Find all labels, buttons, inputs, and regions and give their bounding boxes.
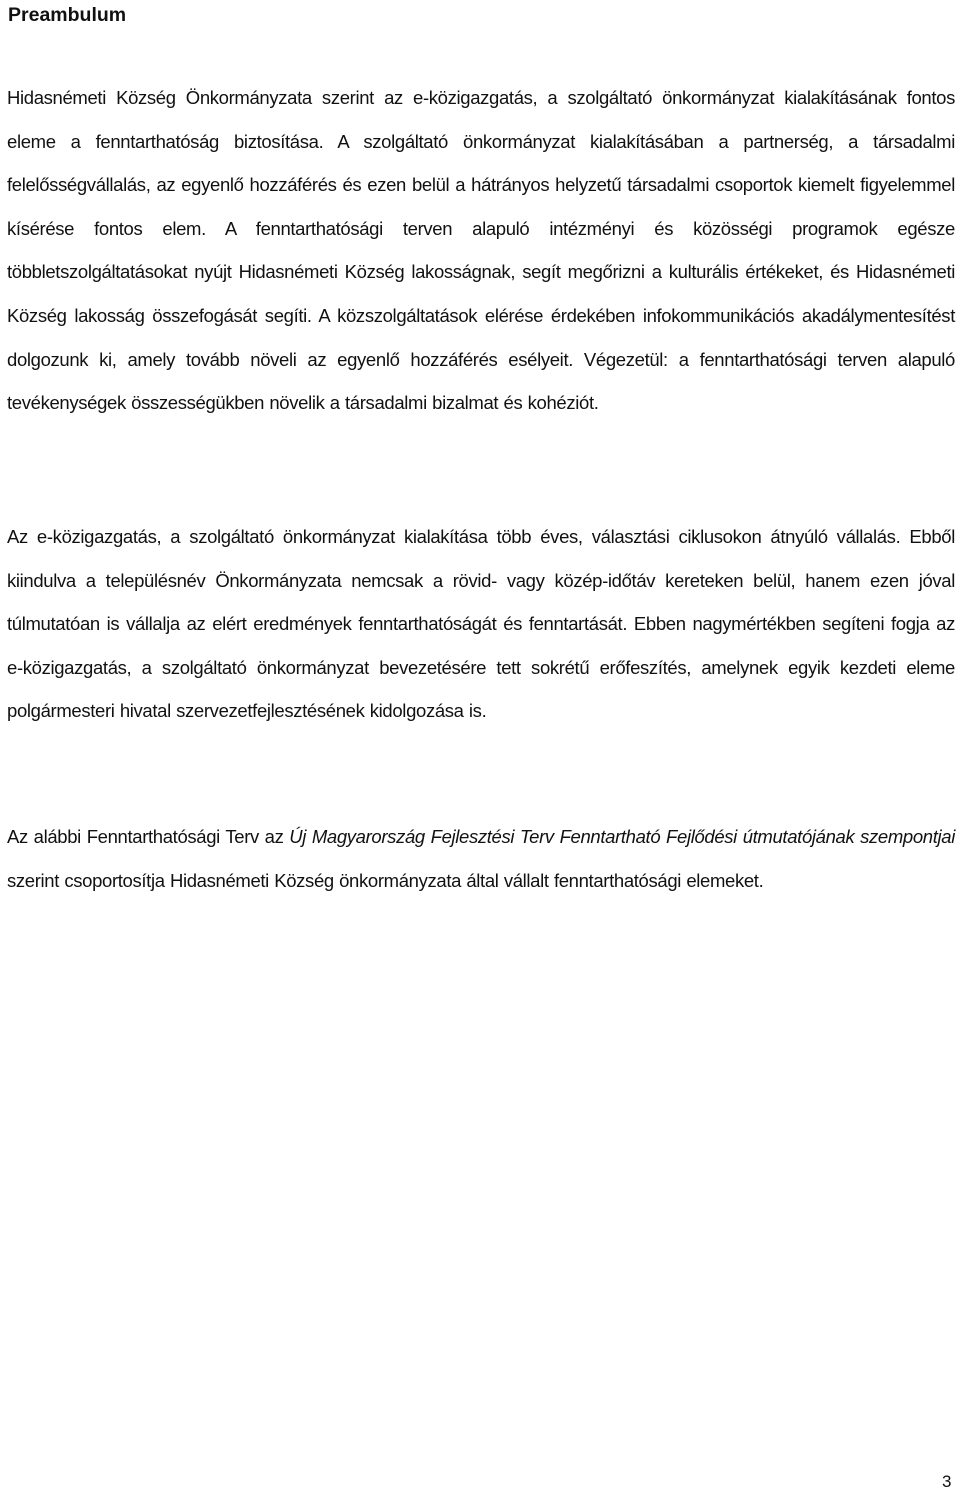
paragraph-3-lead-text: Az alábbi Fenntarthatósági Terv az [7,826,290,847]
page-number: 3 [942,1472,952,1491]
preamble-paragraph-2: Az e-közigazgatás, a szolgáltató önkormányzat kialakítása több éves, választási ciklusokon átnyúló vállalás. Ebből kiindulva a településnév Önkormányzata nemcsak a rövid- vagy közép-időtáv kereteken belül, hanem ezen jóval túlmutatóan is vállalja az elért eredmények fenntarthatóságát és fenntartását. Ebben nagymértékben segíteni fogja az e-közigazgatás, a szolgáltató önkormányzat bevezetésére tett sokrétű erőfeszítés, amelynek egyik kezdeti eleme polgármesteri hivatal szervezetfejlesztésének kidolgozása is. [7,526,955,722]
paragraph-3-tail-text: szerint csoportosítja Hidasnémeti Község önkormányzata által vállalt fenntarthatósági elemeket. [7,869,764,891]
guideline-title-italic: Új Magyarország Fejlesztési Terv Fenntartható Fejlődési útmutatójának szempontjai [289,826,955,847]
page-title: Preambulum [8,4,127,26]
preamble-paragraph-3 [7,815,955,902]
preamble-paragraph-1: Hidasnémeti Község Önkormányzata szerint az e-közigazgatás, a szolgáltató önkormányzat kialakításának fontos eleme a fenntarthatóság biztosítása. A szolgáltató önkormányzat kialakításában a partnerség, a társadalmi felelősségvállalás, az egyenlő hozzáférés és ezen belül a hátrányos helyzetű társadalmi csoportok kiemelt figyelemmel kísérése fontos elem. A fenntarthatósági terven alapuló intézményi és közösségi programok egésze többletszolgáltatásokat nyújt Hidasnémeti Község lakosságnak, segít megőrizni a kulturális értékeket, és Hidasnémeti Község lakosság összefogását segíti. A közszolgáltatások elérése érdekében infokommunikációs akadálymentesítést dolgozunk ki, amely tovább növeli az egyenlő hozzáférés esélyeit. Végezetül: a fenntarthatósági terven alapuló tevékenységek összességükben növelik a társadalmi bizalmat és kohéziót. [7,87,955,414]
